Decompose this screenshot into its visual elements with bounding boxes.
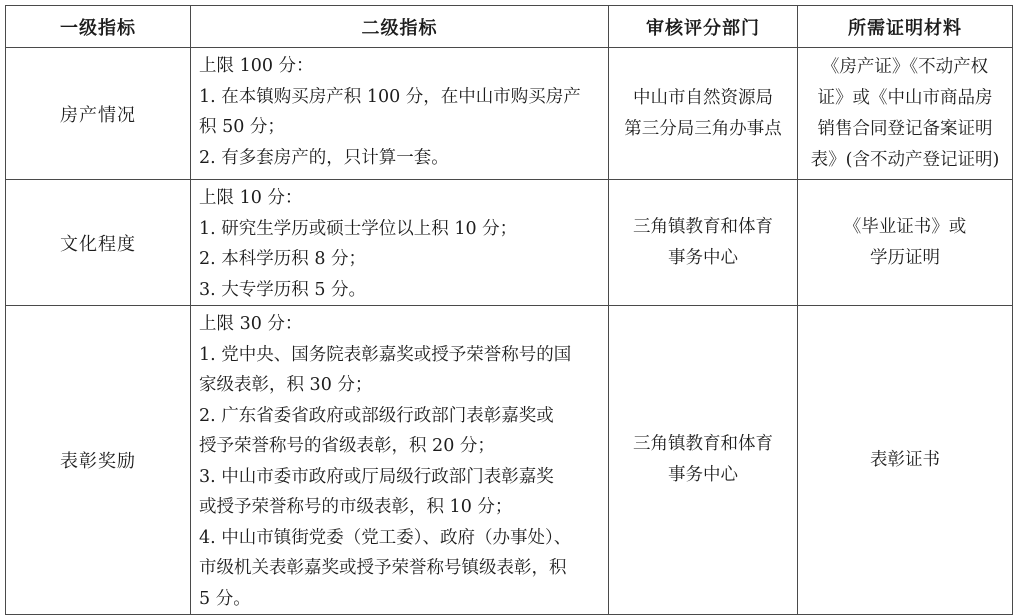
criteria-line: 市级机关表彰嘉奖或授予荣誉称号镇级表彰，积 xyxy=(199,558,567,578)
criteria-line: 1. 党中央、国务院表彰嘉奖或授予荣誉称号的国 xyxy=(199,344,572,365)
row-materials xyxy=(798,306,1013,615)
materials-line: 学历证明 xyxy=(870,247,940,268)
row-category: 房产情况 xyxy=(6,48,191,180)
row-category: 文化程度 xyxy=(6,180,191,306)
criteria-line: 2. 有多套房产的，只计算一套。 xyxy=(199,147,449,168)
materials-line: 证》或《中山市商品房 xyxy=(817,87,993,108)
materials-line: 《房产证》《不动产权 xyxy=(821,56,989,77)
row-materials xyxy=(798,180,1013,306)
table-row xyxy=(6,180,1013,306)
department-line: 事务中心 xyxy=(668,247,738,268)
criteria-line: 1. 研究生学历或硕士学位以上积 10 分； xyxy=(199,218,518,239)
table-row xyxy=(6,306,1013,615)
materials-line: 销售合同登记备案证明 xyxy=(817,118,993,139)
criteria-line: 3. 大专学历积 5 分。 xyxy=(199,279,367,300)
criteria-line: 授予荣誉称号的省级表彰，积 20 分； xyxy=(199,436,495,456)
row-criteria xyxy=(191,180,609,306)
row-materials xyxy=(798,48,1013,180)
department-line: 三角镇教育和体育 xyxy=(633,434,773,454)
criteria-line: 1. 在本镇购买房产积 100 分，在中山市购买房产 xyxy=(199,86,581,107)
criteria-line: 2. 广东省委省政府或部级行政部门表彰嘉奖或 xyxy=(199,405,554,426)
department-line: 第三分局三角办事点 xyxy=(624,118,782,139)
scoring-criteria-table xyxy=(5,5,1013,615)
criteria-line: 5 分。 xyxy=(199,588,251,609)
header-row xyxy=(6,6,1013,48)
table-row xyxy=(6,48,1013,180)
header-secondary-indicator: 二级指标 xyxy=(191,6,609,48)
row-category: 表彰奖励 xyxy=(6,306,191,615)
department-line: 三角镇教育和体育 xyxy=(633,216,773,237)
criteria-line: 积 50 分； xyxy=(199,117,285,137)
header-review-department: 审核评分部门 xyxy=(609,6,798,48)
department-line: 事务中心 xyxy=(668,465,738,485)
criteria-line: 上限 100 分： xyxy=(199,56,314,76)
row-department xyxy=(609,48,798,180)
row-criteria xyxy=(191,306,609,615)
header-primary-indicator: 一级指标 xyxy=(6,6,191,48)
materials-line: 表》(含不动产登记证明) xyxy=(810,149,1000,170)
criteria-line: 2. 本科学历积 8 分； xyxy=(199,249,367,269)
criteria-line: 4. 中山市镇街党委（党工委）、政府（办事处）、 xyxy=(199,527,572,548)
department-line: 中山市自然资源局 xyxy=(633,87,773,108)
criteria-line: 3. 中山市委市政府或厅局级行政部门表彰嘉奖 xyxy=(199,466,554,487)
criteria-line: 或授予荣誉称号的市级表彰，积 10 分； xyxy=(199,497,513,517)
row-criteria xyxy=(191,48,609,180)
criteria-line: 家级表彰，积 30 分； xyxy=(199,375,373,395)
row-department xyxy=(609,306,798,615)
row-department xyxy=(609,180,798,306)
materials-line: 《毕业证书》或 xyxy=(843,216,967,237)
criteria-line: 上限 30 分： xyxy=(199,314,303,334)
criteria-line: 上限 10 分： xyxy=(199,188,303,208)
materials-line: 表彰证书 xyxy=(870,449,940,470)
header-required-materials: 所需证明材料 xyxy=(798,6,1013,48)
